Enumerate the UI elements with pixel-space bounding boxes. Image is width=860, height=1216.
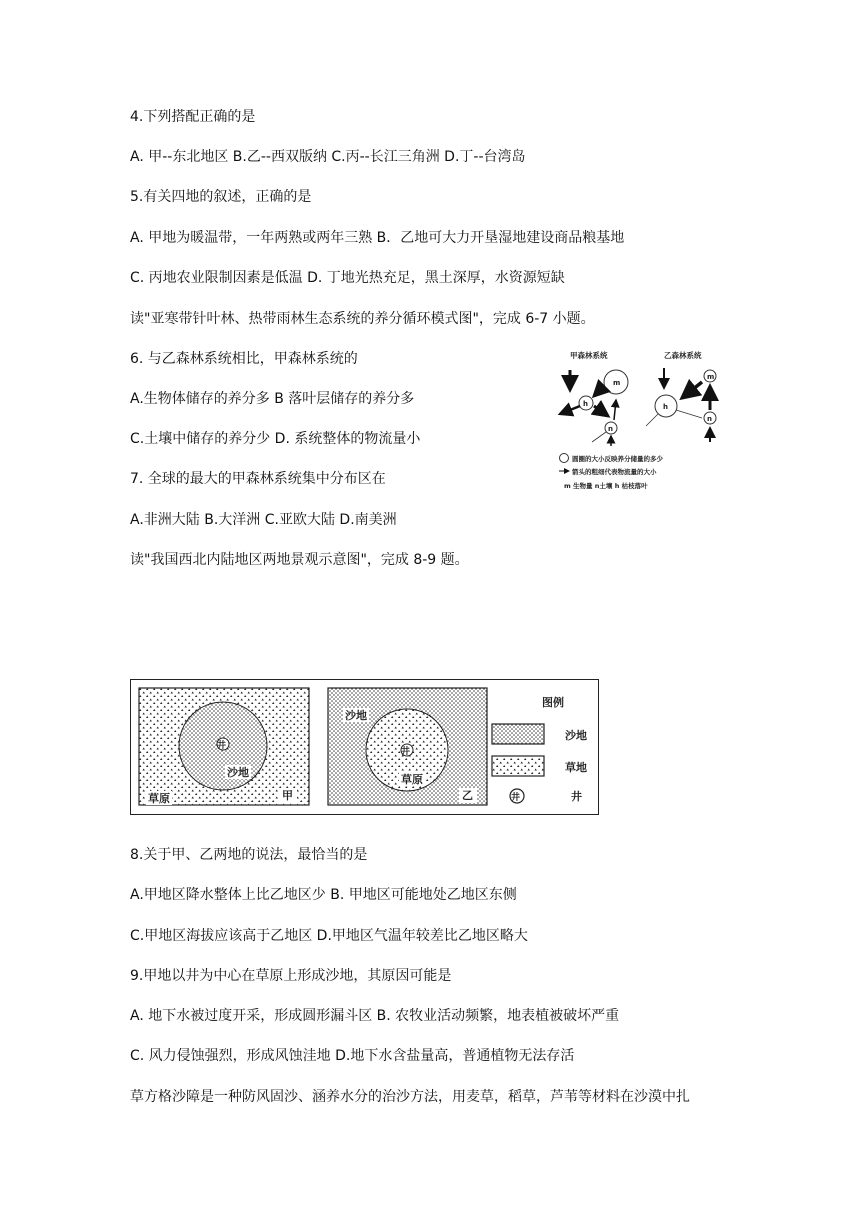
legend-sand-label: 沙地 bbox=[565, 729, 587, 742]
question-4: 4.下列搭配正确的是 bbox=[130, 109, 256, 125]
question-8-options-ab: A.甲地区降水整体上比乙地区少 B. 甲地区可能地处乙地区东侧 bbox=[130, 887, 517, 903]
left-m-to-h-arrow bbox=[594, 386, 604, 396]
right-h-to-n-line bbox=[676, 410, 702, 418]
intro-8-9: 读"我国西北内陆地区两地景观示意图"，完成 8-9 题。 bbox=[130, 552, 469, 568]
landscape-diagram bbox=[130, 679, 599, 815]
left-node-m: m bbox=[613, 379, 621, 387]
question-6: 6. 与乙森林系统相比，甲森林系统的 bbox=[130, 351, 358, 367]
legend-well-symbol-label: 井 bbox=[511, 793, 521, 803]
question-9-options-ab: A. 地下水被过度开采，形成圆形漏斗区 B. 农牧业活动频繁，地表植被破坏严重 bbox=[130, 1008, 620, 1024]
question-5-options-ab: A. 甲地为暖温带，一年两熟或两年三熟 B．乙地可大力开垦湿地建设商品粮基地 bbox=[130, 230, 625, 246]
question-9-options-cd: C. 风力侵蚀强烈，形成风蚀洼地 D.地下水含盐量高，普通植物无法存活 bbox=[130, 1048, 575, 1064]
legend-title: 图例 bbox=[542, 696, 564, 709]
legend-sand-swatch bbox=[492, 724, 544, 744]
intro-6-7: 读"亚寒带针叶林、热带雨林生态系统的养分循环模式图"，完成 6-7 小题。 bbox=[130, 311, 595, 327]
question-5-options-cd: C. 丙地农业限制因素是低温 D. 丁地光热充足，黑土深厚，水资源短缺 bbox=[130, 270, 565, 286]
intro-grass-grid: 草方格沙障是一种防风固沙、涵养水分的治沙方法，用麦草，稻草，芦苇等材料在沙漠中扎 bbox=[130, 1089, 690, 1105]
panel-left-well-label: 井 bbox=[217, 741, 227, 751]
right-node-h: h bbox=[663, 403, 668, 411]
right-node-m: m bbox=[707, 373, 715, 381]
panel-right-label: 乙 bbox=[462, 789, 473, 802]
question-8-options-cd: C.甲地区海拔应该高于乙地区 D.甲地区气温年较差比乙地区略大 bbox=[130, 928, 528, 944]
right-node-n: n bbox=[707, 415, 712, 423]
left-h-to-n-arrow bbox=[594, 406, 608, 416]
legend-keys-text: m 生物量 n土壤 h 枯枝落叶 bbox=[564, 482, 648, 490]
legend-circle-symbol bbox=[560, 454, 569, 463]
legend-grass-label: 草地 bbox=[565, 761, 587, 774]
legend-well-label: 井 bbox=[571, 790, 582, 803]
question-6-options-ab: A.生物体储存的养分多 B 落叶层储存的养分多 bbox=[130, 391, 415, 407]
legend-arrow-text: 箭头的粗细代表物流量的大小 bbox=[572, 468, 657, 476]
nutrient-cycle-diagram bbox=[556, 348, 734, 494]
question-9: 9.甲地以井为中心在草原上形成沙地，其原因可能是 bbox=[130, 968, 452, 984]
question-7: 7. 全球的最大的甲森林系统集中分布区在 bbox=[130, 471, 386, 487]
question-8: 8.关于甲、乙两地的说法，最恰当的是 bbox=[130, 847, 368, 863]
question-4-options: A. 甲--东北地区 B.乙--西双版纳 C.丙--长江三角洲 D.丁--台湾岛 bbox=[130, 149, 526, 165]
diagram1-title-left: 甲森林系统 bbox=[570, 351, 608, 360]
panel-right-well-label: 井 bbox=[401, 747, 411, 757]
legend-circle-text: 圆圈的大小反映养分储量的多少 bbox=[572, 455, 663, 463]
left-n-out-line bbox=[592, 432, 606, 442]
panel-left-sand-label: 沙地 bbox=[227, 766, 249, 779]
question-5: 5.有关四地的叙述，正确的是 bbox=[130, 189, 312, 205]
left-node-h: h bbox=[583, 400, 588, 408]
left-node-n: n bbox=[608, 425, 613, 433]
right-m-to-h-arrow bbox=[682, 382, 702, 398]
panel-right-sand-label: 沙地 bbox=[345, 709, 367, 722]
panel-left-grass-label: 草原 bbox=[148, 792, 170, 805]
panel-left-label: 甲 bbox=[282, 789, 293, 802]
left-n-to-m-arrow bbox=[614, 400, 616, 420]
left-h-out-arrow bbox=[560, 406, 580, 414]
right-h-out-line bbox=[646, 414, 658, 426]
legend-grass-swatch bbox=[492, 756, 544, 776]
question-7-options: A.非洲大陆 B.大洋洲 C.亚欧大陆 D.南美洲 bbox=[130, 512, 397, 528]
panel-right-grass-label: 草原 bbox=[401, 773, 423, 786]
diagram1-title-right: 乙森林系统 bbox=[664, 351, 702, 360]
question-6-options-cd: C.土壤中储存的养分少 D. 系统整体的物流量小 bbox=[130, 431, 421, 447]
